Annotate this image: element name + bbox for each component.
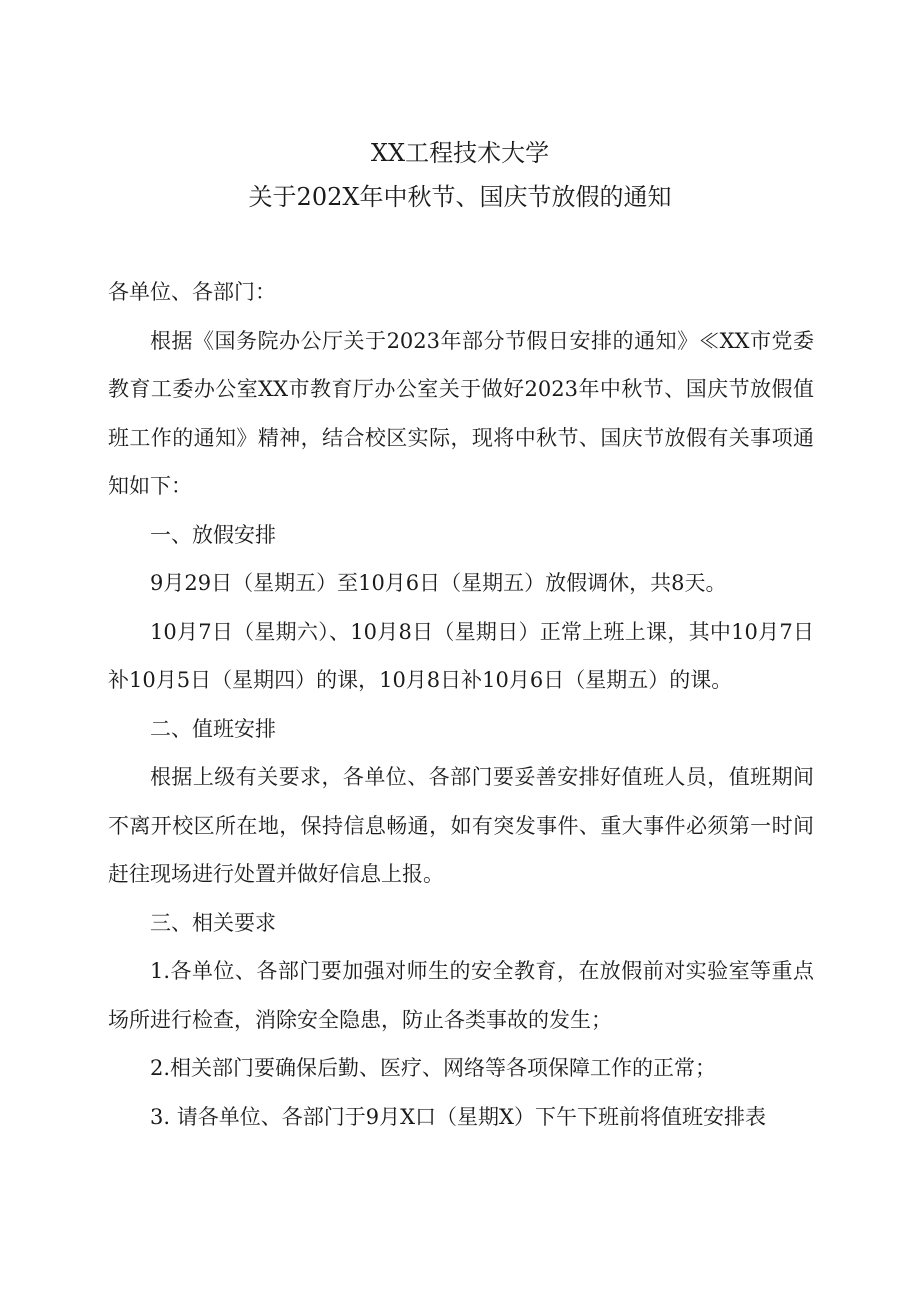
title-line-2: 关于202X年中秋节、国庆节放假的通知: [248, 183, 672, 211]
paragraph-intro: 根据《国务院办公厅关于2023年部分节假日安排的通知》≪XX市党委教育工委办公室XX市教育厅办公室关于做好2023年中秋节、国庆节放假值班工作的通知》精神，结合校区实际，现将中秋节、国庆节放假有关事项通知如下：: [108, 328, 814, 498]
requirement-item-2: 2.相关部门要确保后勤、医疗、网络等各项保障工作的正常；: [150, 1056, 717, 1080]
document-title: [0, 131, 920, 219]
requirement-item-3: 3. 请各单位、各部门于9月X口（星期X）下午下班前将值班安排表: [150, 1104, 766, 1129]
paragraph-holiday-dates: 9月29日（星期五）至10月6日（星期五）放假调休，共8天。: [150, 571, 727, 595]
salutation: 各单位、各部门：: [108, 280, 276, 304]
document-body: [108, 268, 814, 1141]
section-heading-requirements: 三、相关要求: [150, 910, 276, 935]
title-line-1: XX工程技术大学: [370, 139, 550, 167]
paragraph-makeup-classes: 10月7日（星期六）、10月8日（星期日）正常上班上课，其中10月7日补10月5日（星期四）的课，10月8日补10月6日（星期五）的课。: [108, 619, 814, 692]
section-heading-holiday: 一、放假安排: [150, 522, 276, 547]
requirement-item-1: 1.各单位、各部门要加强对师生的安全教育，在放假前对实验室等重点场所进行检查，消除安全隐患，防止各类事故的发生；: [108, 959, 814, 1032]
paragraph-duty: 根据上级有关要求，各单位、各部门要妥善安排好值班人员，值班期间不离开校区所在地，保持信息畅通，如有突发事件、重大事件必须第一时间赶往现场进行处置并做好信息上报。: [108, 765, 814, 886]
section-heading-duty: 二、值班安排: [150, 716, 276, 741]
